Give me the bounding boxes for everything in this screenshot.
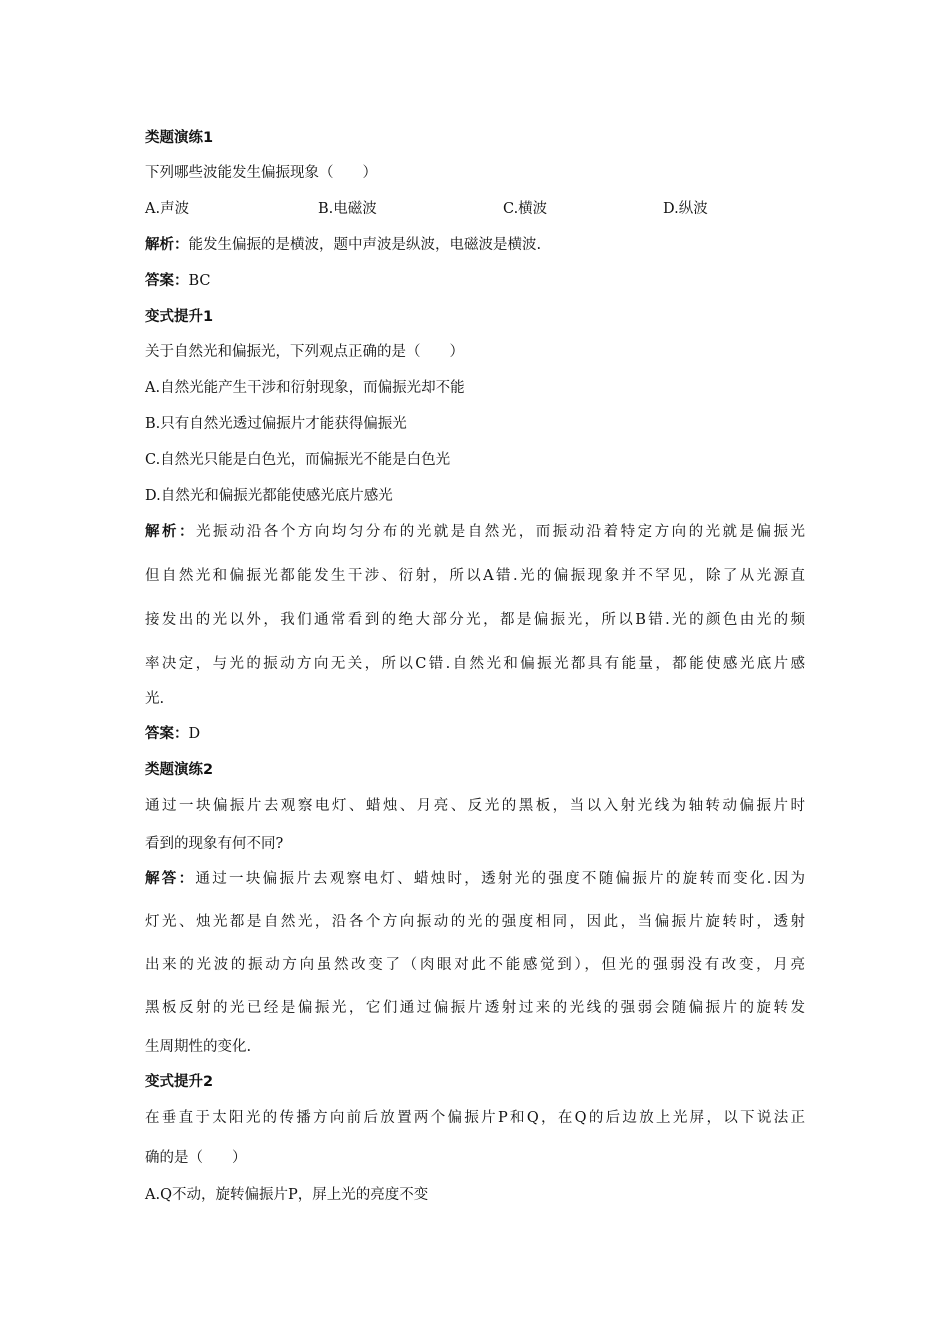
- answer-line: [145, 724, 200, 744]
- answer-line: [145, 271, 211, 291]
- question-line-1: 通过一块偏振片去观察电灯、蜡烛、月亮、反光的黑板，当以入射光线为轴转动偏振片时: [145, 798, 805, 814]
- analysis-label: 解析：: [145, 524, 196, 540]
- question-line-2: 看到的现象有何不同?: [145, 836, 284, 852]
- question-text: 关于自然光和偏振光，下列观点正确的是（ ）: [145, 344, 464, 360]
- section-heading: 变式提升2: [145, 1074, 214, 1090]
- answer-label: 答案：: [145, 273, 189, 289]
- option-b: B.电磁波: [318, 201, 377, 217]
- answer-text: BC: [188, 273, 211, 289]
- option-c: C.自然光只能是白色光，而偏振光不能是白色光: [145, 452, 451, 468]
- analysis-text: 能发生偏振的是横波，题中声波是纵波，电磁波是横波.: [188, 237, 542, 253]
- section-heading: 类题演练1: [145, 130, 214, 146]
- option-d: D.纵波: [663, 201, 708, 217]
- answer-line-2: 灯光、烛光都是自然光，沿各个方向振动的光的强度相同，因此，当偏振片旋转时，透射: [145, 914, 805, 930]
- answer-label: 解答：: [145, 871, 196, 887]
- answer-line-1: [145, 869, 805, 889]
- analysis-line-1: [145, 522, 805, 542]
- analysis-line-2: 但自然光和偏振光都能发生干涉、衍射，所以A错.光的偏振现象并不罕见，除了从光源直: [145, 568, 805, 584]
- section-heading: 变式提升1: [145, 309, 214, 325]
- option-a: A.声波: [145, 201, 190, 217]
- answer-text: 通过一块偏振片去观察电灯、蜡烛时，透射光的强度不随偏振片的旋转而变化.因为: [195, 871, 806, 887]
- question-line-2: 确的是（ ）: [145, 1150, 247, 1166]
- option-a: A.自然光能产生干涉和衍射现象，而偏振光却不能: [145, 380, 465, 396]
- question-text: 下列哪些波能发生偏振现象（ ）: [145, 165, 377, 181]
- answer-line-4: 黑板反射的光已经是偏振光，它们通过偏振片透射过来的光线的强弱会随偏振片的旋转发: [145, 1000, 805, 1016]
- question-line-1: 在垂直于太阳光的传播方向前后放置两个偏振片P和Q，在Q的后边放上光屏，以下说法正: [145, 1110, 805, 1126]
- analysis-line-3: 接发出的光以外，我们通常看到的绝大部分光，都是偏振光，所以B错.光的颜色由光的频: [145, 612, 805, 628]
- analysis-line-5: 光.: [145, 691, 165, 707]
- analysis-text: 光振动沿各个方向均匀分布的光就是自然光，而振动沿着特定方向的光就是偏振光: [195, 524, 806, 540]
- option-d: D.自然光和偏振光都能使感光底片感光: [145, 488, 393, 504]
- answer-line-3: 出来的光波的振动方向虽然改变了（肉眼对此不能感觉到），但光的强弱没有改变，月亮: [145, 957, 805, 973]
- analysis-paragraph: [145, 235, 541, 255]
- option-b: B.只有自然光透过偏振片才能获得偏振光: [145, 416, 407, 432]
- answer-line-5: 生周期性的变化.: [145, 1039, 252, 1055]
- answer-text: D: [188, 726, 201, 742]
- answer-label: 答案：: [145, 726, 189, 742]
- option-c: C.横波: [503, 201, 548, 217]
- analysis-line-4: 率决定，与光的振动方向无关，所以C错.自然光和偏振光都具有能量，都能使感光底片感: [145, 656, 805, 672]
- section-heading: 类题演练2: [145, 762, 214, 778]
- analysis-label: 解析：: [145, 237, 189, 253]
- option-a: A.Q不动，旋转偏振片P，屏上光的亮度不变: [145, 1187, 429, 1203]
